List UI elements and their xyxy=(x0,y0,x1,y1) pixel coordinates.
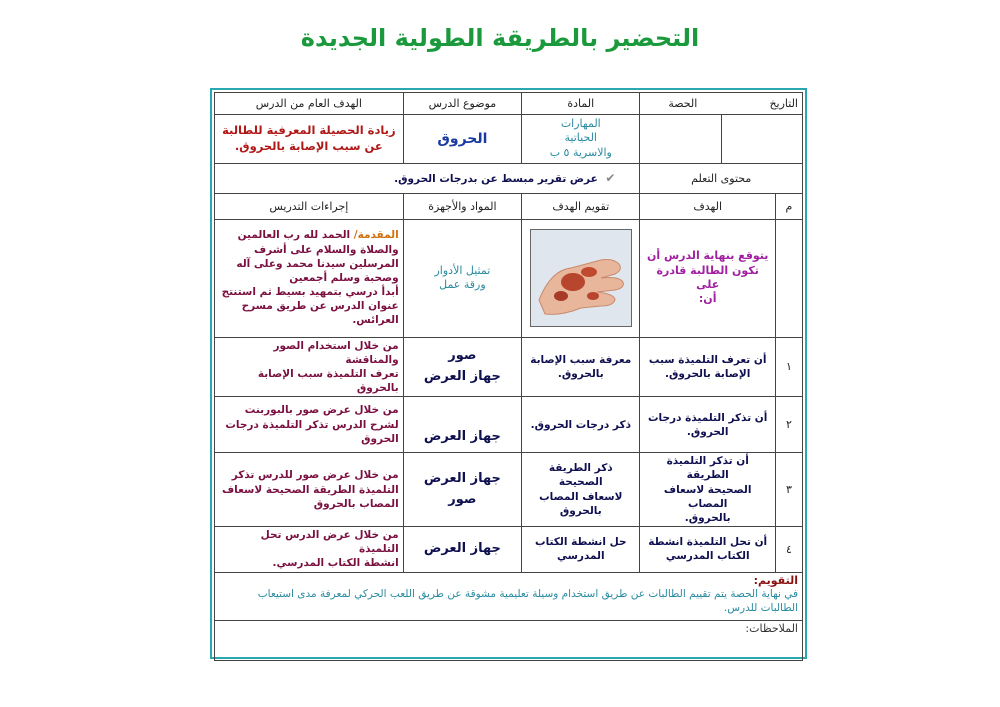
lesson-plan-frame xyxy=(210,88,807,659)
content-label: محتوى التعلم xyxy=(640,163,803,193)
subject-value: المهارات الحياتية والاسرية ٥ ب xyxy=(522,114,640,163)
notes-label: الملاحظات: xyxy=(745,621,798,635)
row-procedures: من خلال عرض الدرس تحل التلميذة انشطة الكتاب المدرسي. xyxy=(215,527,404,573)
date-label: التاريخ xyxy=(769,96,798,110)
topic-value: الحروق xyxy=(403,114,521,163)
intro-num xyxy=(775,219,802,337)
evaluation-label: التقويم: xyxy=(753,573,798,587)
col-procedures: إجراءات التدريس xyxy=(215,193,404,219)
row-procedures: من خلال عرض صور للدرس تذكر التلميذة الطريقة الصحيحة لاسعاف المصاب بالحروق xyxy=(215,453,404,527)
notes-row xyxy=(215,620,803,660)
general-goal-value: زيادة الحصيلة المعرفية للطالبة عن سبب الإصابة بالحروق. xyxy=(215,114,404,163)
row-materials: جهاز العرض xyxy=(403,397,521,453)
intro-row xyxy=(215,219,803,337)
intro-materials: تمثيل الأدوار ورقة عمل xyxy=(403,219,521,337)
row-assessment: ذكر الطريقة الصحيحة لاسعاف المصاب بالحروق xyxy=(522,453,640,527)
content-value: ✔ عرض تقرير مبسط عن بدرجات الحروق. xyxy=(215,163,640,193)
table-row xyxy=(215,527,803,573)
col-materials: المواد والأجهزة xyxy=(403,193,521,219)
col-assessment: تقويم الهدف xyxy=(522,193,640,219)
row-num: ٢ xyxy=(775,397,802,453)
row-objective: أن تذكر التلميذة درجات الحروق. xyxy=(640,397,775,453)
content-row xyxy=(215,163,803,193)
evaluation-text-2: الطالبات للدرس. xyxy=(723,601,798,614)
period-value xyxy=(640,115,720,163)
header-row-cells xyxy=(215,92,803,114)
col-num: م xyxy=(775,193,802,219)
topic-label: موضوع الدرس xyxy=(403,92,521,114)
subject-label: المادة xyxy=(522,92,640,114)
period-label: الحصة xyxy=(668,96,698,110)
evaluation-text-1: في نهاية الحصة يتم تقييم الطالبات عن طريق استخدام وسيلة تعليمية مشوقة عن طريق اللعب الحركي لمعرفة مدى استيعاب xyxy=(257,587,798,600)
date-value xyxy=(721,115,802,163)
row-materials: صور جهاز العرض xyxy=(403,337,521,397)
intro-procedures: المقدمة/ الحمد لله رب العالمين والصلاة والسلام على أشرف المرسلين سيدنا محمد وعلى آله وصحبة وسلم أجمعين أبدأ درسي بتمهيد بسيط ثم استنتج عنوان الدرس عن طريق مسرح العرائس. xyxy=(215,219,404,337)
row-objective: أن تعرف التلميذة سبب الإصابة بالحروق. xyxy=(640,337,775,397)
checkmark-icon: ✔ xyxy=(605,171,616,185)
row-objective: أن تحل التلميذة انشطة الكتاب المدرسي xyxy=(640,527,775,573)
row-procedures: من خلال عرض صور بالبوربنت لشرح الدرس تذكر التلميذة درجات الحروق xyxy=(215,397,404,453)
row-procedures: من خلال استخدام الصور والمناقشة تعرف التلميذة سبب الإصابة بالحروق xyxy=(215,337,404,397)
table-row xyxy=(215,453,803,527)
intro-objective: يتوقع بنهاية الدرس أن تكون الطالبة قادرة على أن: xyxy=(640,219,775,337)
columns-row xyxy=(215,193,803,219)
col-objective: الهدف xyxy=(640,193,775,219)
row-num: ٣ xyxy=(775,453,802,527)
row-assessment: ذكر درجات الحروق. xyxy=(522,397,640,453)
row-objective: أن تذكر التلميذة الطريقة الصحيحة لاسعاف المصاب بالحروق. xyxy=(640,453,775,527)
burned-hand-image xyxy=(530,229,632,327)
evaluation-row xyxy=(215,572,803,620)
row-num: ٤ xyxy=(775,527,802,573)
general-goal-label: الهدف العام من الدرس xyxy=(215,92,404,114)
row-assessment: معرفة سبب الإصابة بالحروق. xyxy=(522,337,640,397)
row-num: ١ xyxy=(775,337,802,397)
row-assessment: حل انشطة الكتاب المدرسي xyxy=(522,527,640,573)
row-materials: جهاز العرض xyxy=(403,527,521,573)
table-row xyxy=(215,397,803,453)
row-materials: جهاز العرض صور xyxy=(403,453,521,527)
info-row xyxy=(215,114,803,163)
intro-assessment xyxy=(522,219,640,337)
page-title: التحضير بالطريقة الطولية الجديدة xyxy=(300,24,700,52)
lesson-plan-table xyxy=(214,92,803,661)
table-row xyxy=(215,337,803,397)
intro-label: المقدمة/ xyxy=(353,229,399,242)
